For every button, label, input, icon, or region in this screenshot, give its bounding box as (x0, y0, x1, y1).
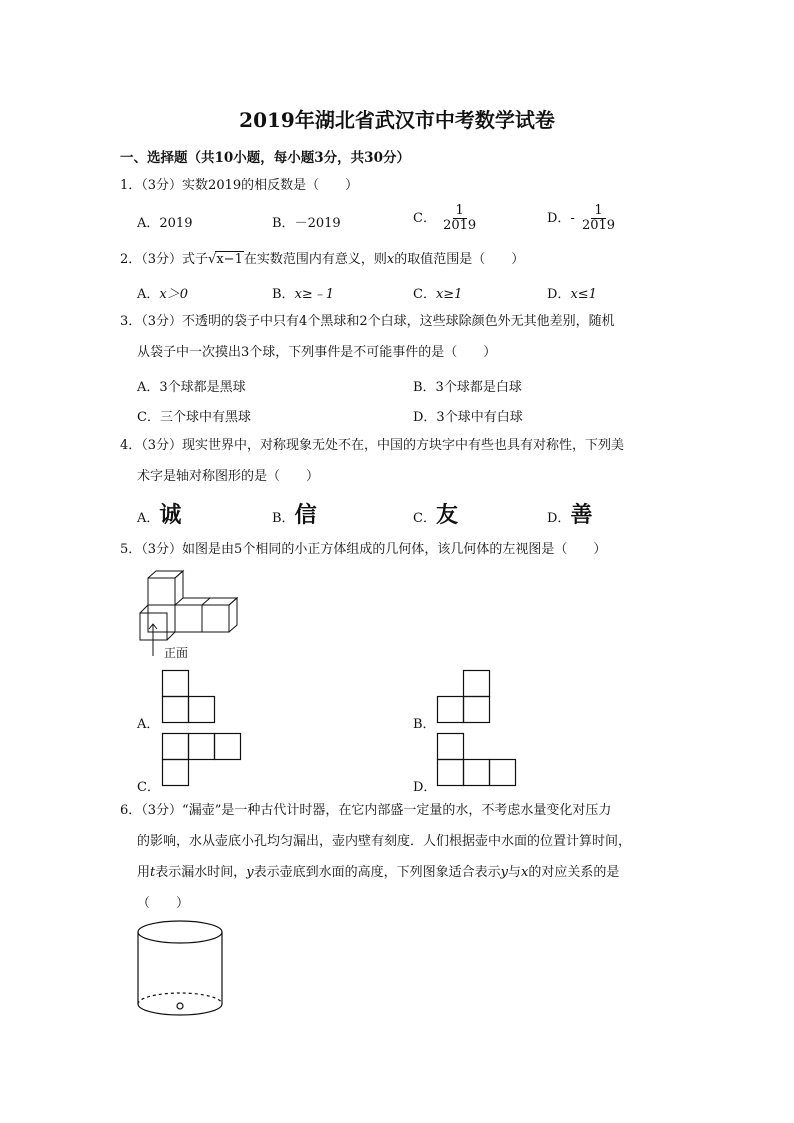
question-4-stem-line1: 4．（3分）现实世界中，对称现象无处不在，中国的方块字中有些也具有对称性，下列美 (120, 438, 625, 453)
variable: y (246, 865, 254, 880)
q2-option-c[interactable] (413, 283, 462, 302)
q5-option-d-figure[interactable] (437, 733, 517, 787)
option-value: x≥﹣1 (294, 287, 335, 302)
question-6-stem-line3 (137, 865, 619, 881)
option-label: C． (413, 287, 436, 302)
q1-option-b[interactable] (272, 212, 341, 231)
question-2-stem (120, 251, 524, 268)
question-1-stem: 1．（3分）实数2019的相反数是（ ） (120, 178, 359, 193)
q1-option-d[interactable] (547, 204, 618, 233)
q3-option-c[interactable]: C．三个球中有黑球 (137, 410, 251, 425)
variable: t (150, 865, 156, 880)
option-label: A． (137, 216, 160, 231)
cube-face (148, 578, 175, 605)
water-clock-cylinder-figure (136, 918, 226, 1020)
variable: y (500, 865, 508, 880)
q5-option-b-figure[interactable] (437, 670, 491, 724)
q4-option-b[interactable] (272, 498, 317, 529)
question-6-stem-line1: 6．（3分）“漏壶”是一种古代计时器，在它内部盛一定量的水，不考虑水量变化对压力 (120, 803, 612, 818)
denominator: 2019 (443, 218, 477, 233)
q1-option-a[interactable] (137, 212, 192, 231)
option-label: A． (137, 511, 160, 526)
question-3-stem-line1: 3．（3分）不透明的袋子中只有4个黑球和2个白球，这些球除颜色外无其他差别，随机 (120, 314, 615, 329)
option-label: C． (413, 211, 436, 226)
fraction (579, 204, 618, 233)
q2-option-a[interactable] (137, 283, 188, 302)
stem-text: 表示壶底到水面的高度，下列图象适合表示 (253, 865, 501, 880)
option-label: C． (413, 511, 436, 526)
radicand: x−1 (216, 252, 243, 267)
question-3-stem-line2: 从袋子中一次摸出3个球，下列事件是不可能事件的是（ ） (137, 345, 497, 360)
option-label: B． (272, 216, 295, 231)
q4-option-d[interactable] (547, 498, 592, 529)
option-label: D． (547, 211, 571, 226)
option-label: D． (547, 287, 571, 302)
option-label: A． (137, 287, 160, 302)
art-character: 诚 (159, 503, 182, 528)
variable: x (386, 252, 395, 267)
q5-option-a-figure[interactable] (162, 670, 216, 724)
option-value: x≥1 (435, 287, 463, 302)
question-5-stem: 5．（3分）如图是由5个相同的小正方体组成的几何体，该几何体的左视图是（ ） (120, 542, 607, 557)
fraction (440, 204, 479, 233)
denominator: 2019 (581, 218, 616, 233)
numerator: 1 (453, 204, 467, 219)
cube-solid-figure (136, 568, 246, 663)
art-character: 善 (570, 503, 593, 528)
q5-option-a-label[interactable]: A． (137, 717, 160, 732)
page-title: 2019年湖北省武汉市中考数学试卷 (239, 108, 555, 132)
stem-text: 的取值范围是（ ） (394, 252, 525, 267)
option-label: D． (547, 511, 571, 526)
q4-option-c[interactable] (413, 498, 458, 529)
option-label: B． (272, 287, 295, 302)
sqrt-symbol: √ (208, 252, 217, 267)
numerator: 1 (591, 204, 605, 219)
q5-option-c-figure[interactable] (162, 733, 242, 787)
art-character: 友 (435, 503, 458, 528)
variable: x (521, 865, 529, 880)
section-heading: 一、选择题（共10小题，每小题3分，共30分） (120, 150, 410, 166)
minus-sign: - (570, 211, 575, 226)
q5-option-c-label[interactable]: C． (137, 780, 160, 795)
stem-text: 2．（3分）式子 (120, 252, 209, 267)
option-value: x＞0 (159, 287, 188, 302)
question-6-stem-line4: （ ） (137, 896, 190, 911)
option-label: B． (272, 511, 295, 526)
stem-text: 在实数范围内有意义，则 (243, 252, 387, 267)
q2-option-b[interactable] (272, 283, 334, 302)
q4-option-a[interactable] (137, 498, 181, 529)
option-value: 2019 (159, 216, 193, 231)
stem-text: 的对应关系的是 (528, 865, 620, 880)
stem-text: 用 (137, 865, 151, 880)
q3-option-b[interactable]: B．3个球都是白球 (413, 380, 522, 395)
front-view-label: 正面 (164, 646, 189, 660)
q5-option-b-label[interactable]: B． (413, 717, 436, 732)
question-4-stem-line2: 术字是轴对称图形的是（ ） (137, 469, 320, 484)
q3-option-d[interactable]: D．3个球中有白球 (413, 410, 523, 425)
q1-option-c[interactable] (413, 204, 479, 233)
q3-option-a[interactable]: A．3个球都是黑球 (137, 380, 246, 395)
option-value: x≤1 (570, 287, 597, 302)
stem-text: 表示漏水时间， (155, 865, 247, 880)
q5-option-d-label[interactable]: D． (413, 780, 437, 795)
art-character: 信 (294, 503, 317, 528)
question-6-stem-line2: 的影响，水从壶底小孔均匀漏出，壶内壁有刻度．人们根据壶中水面的位置计算时间， (137, 834, 632, 849)
option-value: －2019 (294, 216, 341, 231)
stem-text: 与 (508, 865, 522, 880)
q2-option-d[interactable] (547, 283, 597, 302)
